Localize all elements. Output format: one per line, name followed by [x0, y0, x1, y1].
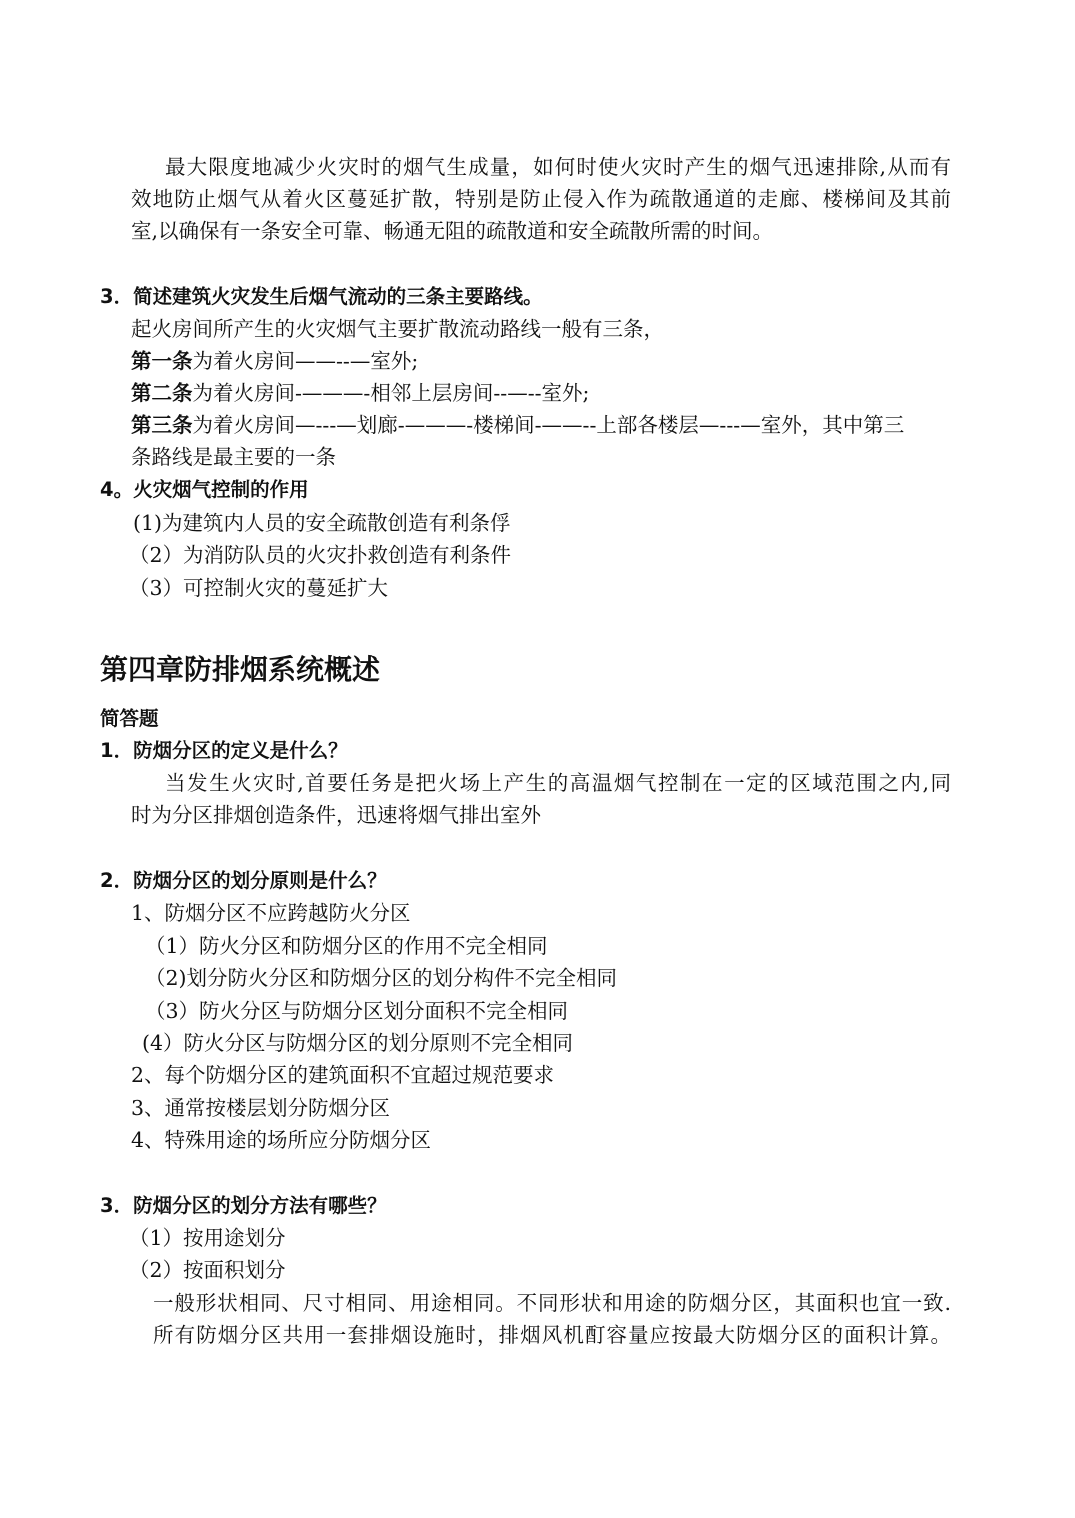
- question-heading: 1．防烟分区的定义是什么？: [100, 739, 348, 762]
- list-item: (4）防火分区与防烟分区的划分原则不完全相同: [142, 1031, 574, 1055]
- route-line: [131, 377, 589, 409]
- answer-line: 当发生火灾时,首要任务是把火场上产生的高温烟气控制在一定的区域范围之内,同: [165, 771, 951, 795]
- list-item: (1)为建筑内人员的安全疏散创造有利条俘: [133, 511, 511, 535]
- question-heading: 2．防烟分区的划分原则是什么？: [100, 869, 387, 892]
- route-label: 第三条: [131, 413, 193, 437]
- list-item: （3）防火分区与防烟分区划分面积不完全相同: [145, 999, 569, 1023]
- list-item: （1）防火分区和防烟分区的作用不完全相同: [145, 934, 548, 958]
- route-label: 第一条: [131, 349, 193, 373]
- list-item: （2）为消防队员的火灾扑救创造有利条件: [129, 543, 512, 567]
- route-line: [131, 409, 904, 441]
- answer-line: 一般形状相同、尺寸相同、用途相同。不同形状和用途的防烟分区，其面积也宜一致.: [153, 1291, 951, 1315]
- chapter-title: 第四章防排烟系统概述: [100, 653, 381, 686]
- list-item: （2)划分防火分区和防烟分区的划分构件不完全相同: [145, 966, 618, 990]
- list-item: （3）可控制火灾的蔓延扩大: [129, 576, 389, 600]
- paragraph-line: 最大限度地减少火灾时的烟气生成量，如何时使火灾时产生的烟气迅速排除,从而有: [165, 155, 951, 179]
- route-line: [131, 345, 418, 377]
- question-heading: 4。火灾烟气控制的作用: [100, 478, 309, 501]
- section-subtitle: 简答题: [100, 707, 159, 730]
- question-heading: 3．简述建筑火灾发生后烟气流动的三条主要路线。: [100, 285, 543, 308]
- list-item: 2、每个防烟分区的建筑面积不宜超过规范要求: [131, 1063, 555, 1087]
- answer-line: 所有防烟分区共用一套排烟设施时，排烟风机酊容量应按最大防烟分区的面积计算。: [153, 1323, 951, 1347]
- route-text: 为着火房间-———-相邻上层房间--—--室外;: [192, 381, 590, 405]
- answer-line: 时为分区排烟创造条件，迅速将烟气排出室外: [131, 803, 541, 827]
- route-label: 第二条: [131, 381, 193, 405]
- answer-line: 起火房间所产生的火灾烟气主要扩散流动路线一般有三条，: [131, 317, 664, 341]
- question-heading: 3．防烟分区的划分方法有哪些？: [100, 1194, 387, 1217]
- list-item: 4、特殊用途的场所应分防烟分区: [131, 1128, 432, 1152]
- route-text: 为着火房间—---—划廊-———-楼梯间-——--上部各楼层—---—室外，其中第三: [192, 413, 905, 437]
- list-item: 3、通常按楼层划分防烟分区: [131, 1096, 391, 1120]
- list-item: （1）按用途划分: [129, 1226, 286, 1250]
- list-item: （2）按面积划分: [129, 1258, 286, 1282]
- paragraph-line: 效地防止烟气从着火区蔓延扩散，特别是防止侵入作为疏散通道的走廊、楼梯间及其前: [131, 187, 951, 211]
- list-item: 1、防烟分区不应跨越防火分区: [131, 901, 411, 925]
- route-text: 为着火房间——--—室外;: [192, 349, 419, 373]
- paragraph-line: 室,以确保有一条安全可靠、畅通无阻的疏散道和安全疏散所需的时间。: [131, 219, 774, 243]
- answer-line: 条路线是最主要的一条: [131, 445, 336, 469]
